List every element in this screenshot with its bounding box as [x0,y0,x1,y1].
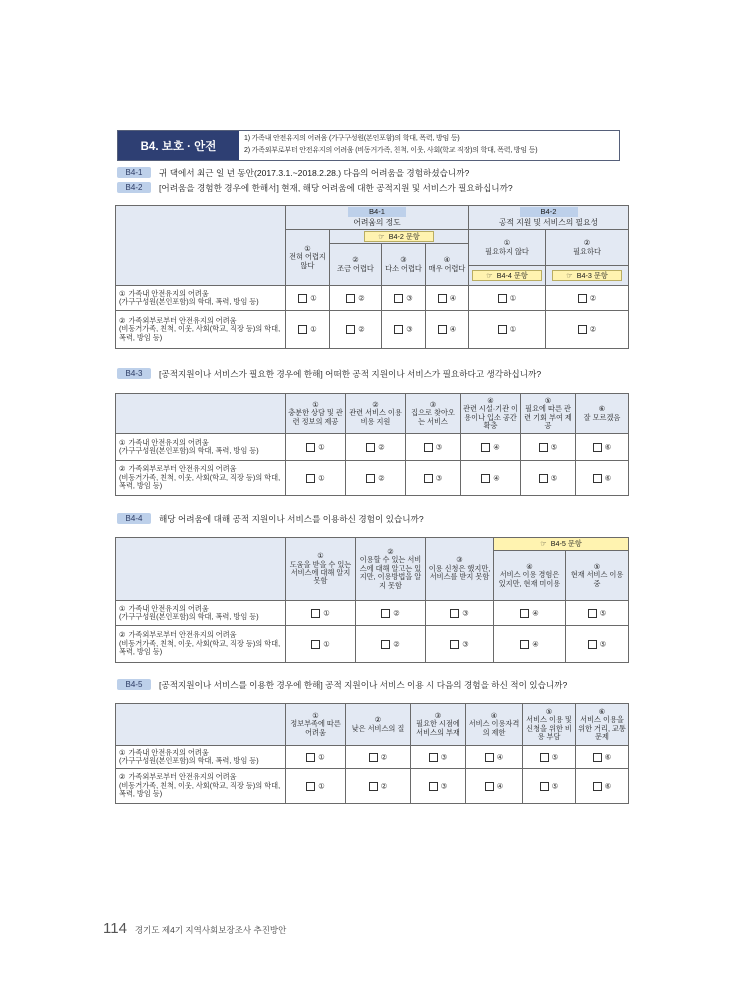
pointing-hand-icon [540,539,550,548]
answer-cell [466,746,523,769]
option-number: ② [583,238,591,248]
table-b4-4 [115,537,629,663]
pointing-hand-icon [486,271,496,280]
question-chip: B4-2 [520,207,578,217]
checkbox-icon[interactable] [369,753,378,762]
checkbox-icon[interactable] [540,782,549,791]
checkbox-icon[interactable] [539,443,548,452]
option-number: ④ [487,395,494,405]
skip-target: B4-5 문항 [550,538,582,548]
answer-cell [523,746,576,769]
answer-cell [546,286,629,311]
answer-cell [576,746,629,769]
item-title: 가족외부로부터 안전유지의 어려움 [128,772,237,782]
checkbox-icon[interactable] [593,474,602,483]
row-label [116,311,286,349]
checkbox-icon[interactable] [593,782,602,791]
item-number: ① [119,288,126,298]
option-number: ③ [435,472,443,482]
page-footer [103,920,286,937]
answer-cell [330,311,382,349]
checkbox-icon[interactable] [588,609,597,618]
option-number: ④ [532,607,539,617]
answer-cell [346,461,406,496]
option-number: ④ [493,441,500,451]
checkbox-icon[interactable] [593,753,602,762]
option-header [466,704,523,746]
option-number: ① [503,238,511,248]
row-label [116,601,286,626]
option-number: ① [323,607,330,617]
table-row [116,769,629,804]
option-label: 서비스 이용 경험은 있지만, 현재 미이용 [498,570,561,588]
option-header [469,230,546,266]
option-number: ③ [429,399,437,409]
option-number: ① [318,441,325,451]
option-header [461,394,521,434]
option-number: ① [310,324,317,334]
option-number: ② [380,780,388,790]
checkbox-icon[interactable] [429,753,438,762]
row-label [116,434,286,461]
row-label [116,286,286,311]
question-text: [어려움을 경험한 경우에 한해서] 현재, 해당 어려움에 대한 공적지원 및 서비스가 필요하십니까? [159,182,513,193]
item-detail: (비동거가족, 친척, 이웃, 사회(학교, 직장 등)의 학대, 폭력, 방임 등) [119,472,281,491]
answer-cell [286,746,346,769]
option-header [521,394,576,434]
item-number: ① [119,747,126,757]
table-row [116,434,629,461]
checkbox-icon[interactable] [593,443,602,452]
option-label: 이용 신청은 했지만, 서비스를 받지 못함 [428,563,491,582]
question-b4-4 [117,512,424,525]
header-corner-cell [116,538,286,601]
table-row [116,601,629,626]
option-header [523,704,576,746]
checkbox-icon[interactable] [311,640,320,649]
option-label: 다소 어렵다 [385,263,422,273]
group-header-need [469,206,629,230]
checkbox-icon[interactable] [381,640,390,649]
option-label: 현재 서비스 이용중 [570,570,624,588]
question-b4-5 [117,678,567,691]
item-title: 가족외부로부터 안전유지의 어려움 [128,464,237,474]
option-number: ⑤ [545,706,553,716]
answer-cell [469,311,546,349]
item-detail: (가구구성원(본인포함)의 학대, 폭력, 방임 등) [119,612,259,621]
answer-cell [576,461,629,496]
checkbox-icon[interactable] [346,325,355,334]
option-number: ② [358,292,365,302]
checkbox-icon[interactable] [450,640,459,649]
checkbox-icon[interactable] [298,325,307,334]
group-header-difficulty [286,206,469,230]
option-number: ③ [462,638,469,648]
table-b4-5 [115,703,629,804]
answer-cell [286,461,346,496]
option-number: ② [378,441,385,451]
checkbox-icon[interactable] [539,474,548,483]
item-title: 가족외부로부터 안전유지의 어려움 [128,630,237,640]
header-corner-cell [116,394,286,434]
option-header [286,704,346,746]
option-number: ③ [435,441,443,451]
item-detail: (가구구성원(본인포함)의 학대, 폭력, 방임 등) [119,297,259,306]
option-number: ⑤ [551,751,559,761]
option-header [426,244,469,286]
footer-title: 경기도 제4기 지역사회보장조사 추진방안 [134,925,287,935]
skip-target: B4-2 문항 [388,232,420,241]
skip-instruction [552,270,622,281]
option-number: ④ [496,780,504,790]
option-header [286,230,330,286]
question-tag: B4-4 [117,513,151,524]
option-label: 낮은 서비스의 질 [351,723,405,733]
skip-instruction-cell [469,266,546,286]
checkbox-icon[interactable] [481,443,490,452]
option-number: ② [589,292,597,302]
checkbox-icon[interactable] [394,294,403,303]
row-label [116,769,286,804]
row-label [116,626,286,663]
option-header [566,551,629,601]
option-number: ⑥ [598,706,606,716]
option-number: ① [312,710,319,720]
question-b4-3 [117,367,541,380]
option-number: ⑤ [544,395,552,405]
answer-cell [346,746,411,769]
option-header [346,394,406,434]
question-tag: B4-2 [117,182,151,193]
checkbox-icon[interactable] [540,753,549,762]
table-row [116,311,629,349]
section-badge: B4. 보호 · 안전 [118,131,239,160]
option-number: ② [352,255,359,265]
table-row [116,746,629,769]
checkbox-icon[interactable] [520,609,529,618]
skip-target: B4-3 문항 [576,271,608,280]
answer-cell [469,286,546,311]
skip-instruction [364,231,434,242]
option-header [494,551,566,601]
option-number: ① [304,243,311,253]
checkbox-icon[interactable] [366,443,375,452]
option-number: ⑤ [551,780,559,790]
header-corner-cell [116,206,286,286]
checkbox-icon[interactable] [381,609,390,618]
option-number: ③ [406,324,413,334]
question-tag: B4-1 [117,167,151,178]
option-number: ③ [440,780,448,790]
checkbox-icon[interactable] [394,325,403,334]
option-number: ① [509,292,517,302]
item-number: ① [119,603,126,613]
answer-cell [346,434,406,461]
answer-cell [286,626,356,663]
option-number: ⑥ [604,780,612,790]
skip-instruction [472,270,542,281]
option-number: ② [374,715,382,725]
checkbox-icon[interactable] [424,474,433,483]
section-notes [239,131,542,160]
option-label: 충분한 상담 및 관련 정보의 제공 [288,408,343,426]
option-number: ① [318,472,325,482]
option-number: ② [387,546,394,556]
pointing-hand-icon [378,232,388,241]
checkbox-icon[interactable] [438,294,447,303]
skip-instruction-cell [330,230,469,244]
answer-cell [576,434,629,461]
option-header [411,704,466,746]
option-number: ⑥ [604,472,612,482]
option-label: 서비스 이용을 위한 거리, 교통 문제 [578,715,626,741]
question-b4-2 [117,181,513,194]
answer-cell [286,286,330,311]
option-number: ① [323,638,330,648]
option-label: 정보부족에 따른 어려움 [290,719,341,737]
checkbox-icon[interactable] [481,474,490,483]
question-b4-1 [117,166,469,179]
item-number: ① [119,437,126,447]
answer-cell [466,769,523,804]
page-number: 114 [103,920,127,937]
option-number: ③ [406,292,413,302]
answer-cell [426,286,469,311]
table-row [116,626,629,663]
option-label: 매우 어렵다 [428,263,466,273]
item-title: 가족내 안전유지의 어려움 [128,437,209,447]
question-tag: B4-3 [117,368,151,379]
option-number: ③ [462,607,469,617]
checkbox-icon[interactable] [588,640,597,649]
answer-cell [461,434,521,461]
option-number: ② [372,399,379,409]
checkbox-icon[interactable] [498,325,507,334]
option-header [330,244,382,286]
answer-cell [406,461,461,496]
option-number: ② [393,638,400,648]
item-detail: (비동거가족, 친척, 이웃, 사회(학교, 직장 등)의 학대, 폭력, 방임 등) [119,780,281,799]
option-number: ⑥ [598,404,606,414]
option-number: ④ [443,255,451,265]
answer-cell [546,311,629,349]
checkbox-icon[interactable] [424,443,433,452]
option-number: ③ [400,255,407,265]
option-number: ① [318,751,325,761]
answer-cell [521,434,576,461]
answer-cell [461,461,521,496]
option-number: ① [310,292,317,302]
answer-cell [286,769,346,804]
answer-cell [286,311,330,349]
option-number: ③ [440,751,448,761]
answer-cell [382,286,426,311]
option-label: 조금 어렵다 [337,263,374,273]
option-number: ④ [449,292,457,302]
option-label: 필요한 시점에 서비스의 부재 [416,719,460,737]
option-header [286,394,346,434]
item-title: 가족내 안전유지의 어려움 [128,603,209,613]
option-number: ② [380,751,388,761]
answer-cell [356,601,426,626]
section-note: 1) 가족내 안전유지의 어려움 (가구구성원(본인포함)의 학대, 폭력, 방임 등) [244,135,460,142]
table-b4-3 [115,393,629,496]
option-number: ④ [526,561,533,571]
option-number: ④ [496,751,504,761]
option-number: ④ [449,324,457,334]
option-number: ① [317,551,324,561]
pointing-hand-icon [566,271,576,280]
item-title: 가족내 안전유지의 어려움 [128,747,209,757]
checkbox-icon[interactable] [369,782,378,791]
checkbox-icon[interactable] [450,609,459,618]
option-label: 관련 시설·기관 이용이나 입소 공간 확충 [463,404,518,430]
table-row [116,286,629,311]
option-number: ⑤ [599,638,607,648]
option-number: ⑤ [550,441,558,451]
checkbox-icon[interactable] [485,753,494,762]
checkbox-icon[interactable] [306,782,315,791]
checkbox-icon[interactable] [520,640,529,649]
checkbox-icon[interactable] [311,609,320,618]
option-header [356,538,426,601]
option-number: ⑤ [599,607,607,617]
answer-cell [494,626,566,663]
skip-target: B4-4 문항 [496,271,528,280]
checkbox-icon[interactable] [306,474,315,483]
question-chip: B4-1 [348,207,406,217]
option-number: ⑥ [604,441,612,451]
question-text: 해당 어려움에 대해 공적 지원이나 서비스를 이용하신 경험이 있습니까? [159,513,424,524]
answer-cell [426,311,469,349]
answer-cell [566,601,629,626]
answer-cell [382,311,426,349]
answer-cell [576,769,629,804]
option-header [406,394,461,434]
question-text: [공적지원이나 서비스를 이용한 경우에 한해] 공적 지원이나 서비스 이용 시 다음의 경험을 하신 적이 있습니까? [159,679,568,690]
item-number: ② [119,630,126,640]
question-text: 귀 댁에서 최근 일 년 동안(2017.3.1.~2018.2.28.) 다음의 어려움을 경험하셨습니까? [159,167,470,178]
option-label: 이용할 수 있는 서비스에 대해 알고는 있지만, 이용방법을 알지 못함 [359,555,422,590]
item-detail: (가구구성원(본인포함)의 학대, 폭력, 방임 등) [119,446,259,455]
header-corner-cell [116,704,286,746]
answer-cell [523,769,576,804]
checkbox-icon[interactable] [578,325,587,334]
checkbox-icon[interactable] [346,294,355,303]
option-number: ③ [456,555,463,565]
answer-cell [426,601,494,626]
checkbox-icon[interactable] [578,294,587,303]
question-tag: B4-5 [117,679,151,690]
group-title: 공적 지원 및 서비스의 필요성 [498,218,599,228]
option-header [426,538,494,601]
item-detail: (가구구성원(본인포함)의 학대, 폭력, 방임 등) [119,756,259,765]
option-header [576,394,629,434]
option-number: ② [393,607,400,617]
option-label: 집으로 찾아오는 서비스 [411,408,455,426]
answer-cell [494,601,566,626]
option-number: ② [589,324,597,334]
row-label [116,746,286,769]
option-label: 관련 서비스 이용비용 지원 [349,408,402,426]
option-header [382,244,426,286]
option-number: ① [312,399,319,409]
item-number: ② [119,772,126,782]
item-number: ② [119,464,126,474]
answer-cell [411,769,466,804]
option-number: ⑥ [604,751,612,761]
option-label: 서비스 이용 및 신청을 위한 비용 부담 [526,715,572,741]
option-label: 전혀 어렵지 않다 [289,252,326,270]
option-header [346,704,411,746]
checkbox-icon[interactable] [429,782,438,791]
option-number: ③ [434,710,442,720]
option-number: ④ [532,638,539,648]
answer-cell [426,626,494,663]
table-b4-1-2 [115,205,629,349]
option-header [576,704,629,746]
answer-cell [566,626,629,663]
checkbox-icon[interactable] [366,474,375,483]
option-number: ⑤ [550,472,558,482]
table-row [116,461,629,496]
checkbox-icon[interactable] [306,443,315,452]
item-detail: (비동거가족, 친척, 이웃, 사회(학교, 직장 등)의 학대, 폭력, 방임 등) [119,638,281,657]
answer-cell [356,626,426,663]
question-text: [공적지원이나 서비스가 필요한 경우에 한해] 어떠한 공적 지원이나 서비스가 필요하다고 생각하십니까? [159,368,542,379]
checkbox-icon[interactable] [298,294,307,303]
item-title: 가족외부로부터 안전유지의 어려움 [128,315,237,325]
row-label [116,461,286,496]
option-label: 도움을 받을 수 있는 서비스에 대해 알지 못함 [289,559,352,586]
item-number: ② [119,315,126,325]
item-title: 가족내 안전유지의 어려움 [128,288,209,298]
option-label: 필요하지 않다 [485,246,529,256]
checkbox-icon[interactable] [438,325,447,334]
item-detail: (비동거가족, 친척, 이웃, 사회(학교, 직장 등)의 학대, 폭력, 방임 등) [119,324,281,342]
answer-cell [406,434,461,461]
checkbox-icon[interactable] [498,294,507,303]
option-number: ④ [493,472,500,482]
group-title: 어려움의 정도 [353,218,401,228]
skip-instruction-cell [546,266,629,286]
option-header [286,538,356,601]
section-header [117,130,620,161]
answer-cell [330,286,382,311]
checkbox-icon[interactable] [306,753,315,762]
option-label: 잘 모르겠음 [583,412,621,422]
option-number: ⑤ [593,561,601,571]
option-number: ① [509,324,517,334]
option-label: 서비스 이용자격의 제한 [468,719,520,737]
answer-cell [411,746,466,769]
option-number: ② [358,324,365,334]
option-label: 필요에 따른 관련 기회 부여 제공 [524,404,572,430]
checkbox-icon[interactable] [485,782,494,791]
answer-cell [286,434,346,461]
answer-cell [521,461,576,496]
option-number: ① [318,780,325,790]
answer-cell [286,601,356,626]
answer-cell [346,769,411,804]
section-note: 2) 가족외부로부터 안전유지의 어려움 (비동거가족, 친척, 이웃, 사회(학교 직장)의 학대, 폭력, 방임 등) [244,147,538,154]
skip-instruction-cell [494,538,629,551]
option-label: 필요하다 [573,246,601,256]
option-number: ④ [490,710,498,720]
option-header [546,230,629,266]
option-number: ② [378,472,385,482]
